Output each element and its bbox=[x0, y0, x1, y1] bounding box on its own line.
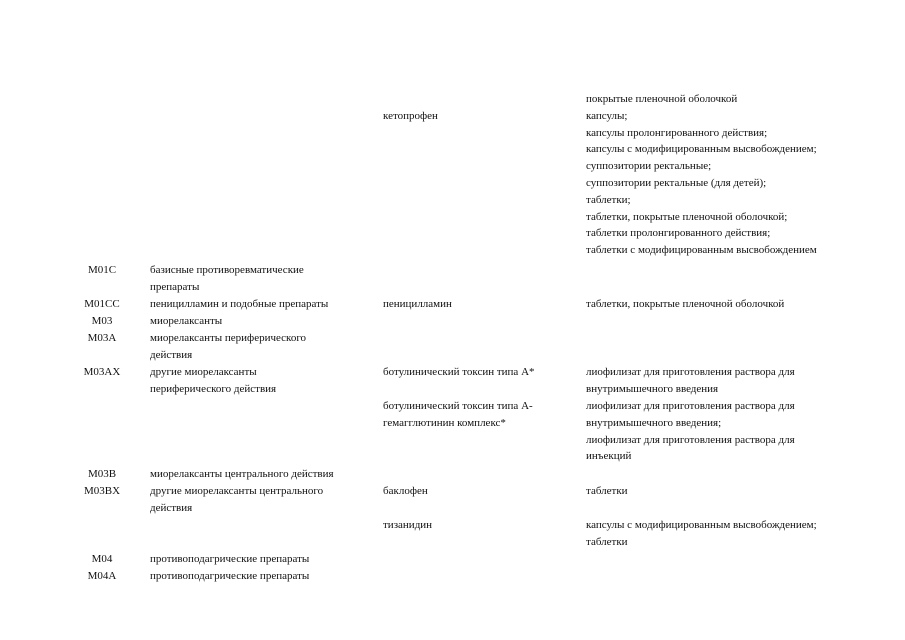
dosage-form bbox=[586, 296, 876, 313]
dosage-form-line: таблетки bbox=[586, 535, 628, 548]
atc-code: M01CC bbox=[84, 298, 120, 310]
dosage-form bbox=[586, 364, 876, 398]
anatomical-group-line: периферического действия bbox=[150, 382, 277, 395]
anatomical-group bbox=[150, 330, 370, 364]
drug-name bbox=[383, 483, 573, 500]
atc-code: M03B bbox=[87, 468, 117, 480]
dosage-form-line: покрытые пленочной оболочкой bbox=[586, 93, 738, 105]
dosage-form-line: таблетки; bbox=[586, 193, 631, 206]
drug-name-line: гемагглютинин комплекс* bbox=[383, 416, 506, 429]
dosage-form-line: капсулы с модифицированным высвобождением; bbox=[586, 143, 817, 156]
dosage-form-line: таблетки bbox=[586, 485, 628, 497]
dosage-form-line: капсулы; bbox=[586, 109, 628, 122]
anatomical-group bbox=[150, 483, 370, 517]
dosage-form-line: инъекций bbox=[586, 450, 632, 463]
atc-code: M03BX bbox=[83, 485, 121, 497]
anatomical-group bbox=[150, 568, 370, 585]
drug-name-line: кетопрофен bbox=[383, 110, 438, 122]
drug-name bbox=[383, 364, 573, 381]
anatomical-group-line: миорелаксанты bbox=[150, 315, 223, 327]
anatomical-group-line: противоподагрические препараты bbox=[150, 570, 310, 582]
anatomical-group bbox=[150, 466, 370, 483]
anatomical-group bbox=[150, 262, 370, 296]
dosage-form-line: внутримышечного введения bbox=[586, 382, 719, 395]
dosage-form-line: лиофилизат для приготовления раствора для bbox=[586, 400, 795, 412]
drug-name-line: ботулинический токсин типа A* bbox=[383, 366, 535, 378]
anatomical-group-line: другие миорелаксанты bbox=[150, 366, 257, 378]
anatomical-group bbox=[150, 296, 370, 313]
drug-name-line: баклофен bbox=[383, 485, 428, 497]
drug-name bbox=[383, 517, 573, 534]
dosage-form-line: суппозитории ректальные (для детей); bbox=[586, 176, 767, 189]
dosage-form bbox=[586, 91, 876, 259]
drug-name bbox=[383, 296, 573, 313]
dosage-form-line: таблетки с модифицированным высвобождением bbox=[586, 244, 817, 257]
anatomical-group bbox=[150, 551, 370, 568]
drug-name-line: ботулинический токсин типа A- bbox=[383, 400, 533, 412]
atc-code: M04A bbox=[87, 570, 117, 582]
atc-code: M04 bbox=[91, 553, 113, 565]
dosage-form-line: таблетки, покрытые пленочной оболочкой; bbox=[586, 210, 788, 223]
dosage-form bbox=[586, 483, 876, 500]
drug-name bbox=[383, 108, 573, 125]
anatomical-group bbox=[150, 313, 370, 330]
atc-code: M03A bbox=[87, 332, 117, 344]
dosage-form-line: таблетки пролонгированного действия; bbox=[586, 227, 771, 240]
dosage-form-line: лиофилизат для приготовления раствора для bbox=[586, 433, 795, 446]
anatomical-group-line: действия bbox=[150, 501, 193, 514]
atc-code: M01C bbox=[87, 264, 117, 276]
atc-code: M03AX bbox=[83, 366, 121, 378]
anatomical-group-line: действия bbox=[150, 348, 193, 361]
anatomical-group-line: препараты bbox=[150, 280, 200, 293]
anatomical-group bbox=[150, 364, 370, 398]
dosage-form-line: таблетки, покрытые пленочной оболочкой bbox=[586, 298, 785, 310]
dosage-form-line: суппозитории ректальные; bbox=[586, 160, 712, 173]
anatomical-group-line: противоподагрические препараты bbox=[150, 553, 310, 565]
anatomical-group-line: базисные противоревматические bbox=[150, 264, 304, 276]
anatomical-group-line: миорелаксанты центрального действия bbox=[150, 468, 334, 480]
dosage-form bbox=[586, 398, 876, 465]
dosage-form-line: внутримышечного введения; bbox=[586, 416, 722, 429]
dosage-form-line: лиофилизат для приготовления раствора для bbox=[586, 366, 795, 378]
anatomical-group-line: пеницилламин и подобные препараты bbox=[150, 298, 329, 310]
dosage-form bbox=[586, 517, 876, 551]
drug-name bbox=[383, 398, 573, 432]
dosage-form-line: капсулы с модифицированным высвобождением; bbox=[586, 519, 817, 531]
drug-name-line: пеницилламин bbox=[383, 298, 452, 310]
anatomical-group-line: другие миорелаксанты центрального bbox=[150, 485, 324, 497]
atc-code: M03 bbox=[91, 315, 113, 327]
dosage-form-line: капсулы пролонгированного действия; bbox=[586, 126, 768, 139]
anatomical-group-line: миорелаксанты периферического bbox=[150, 332, 307, 344]
drug-name-line: тизанидин bbox=[383, 519, 433, 531]
